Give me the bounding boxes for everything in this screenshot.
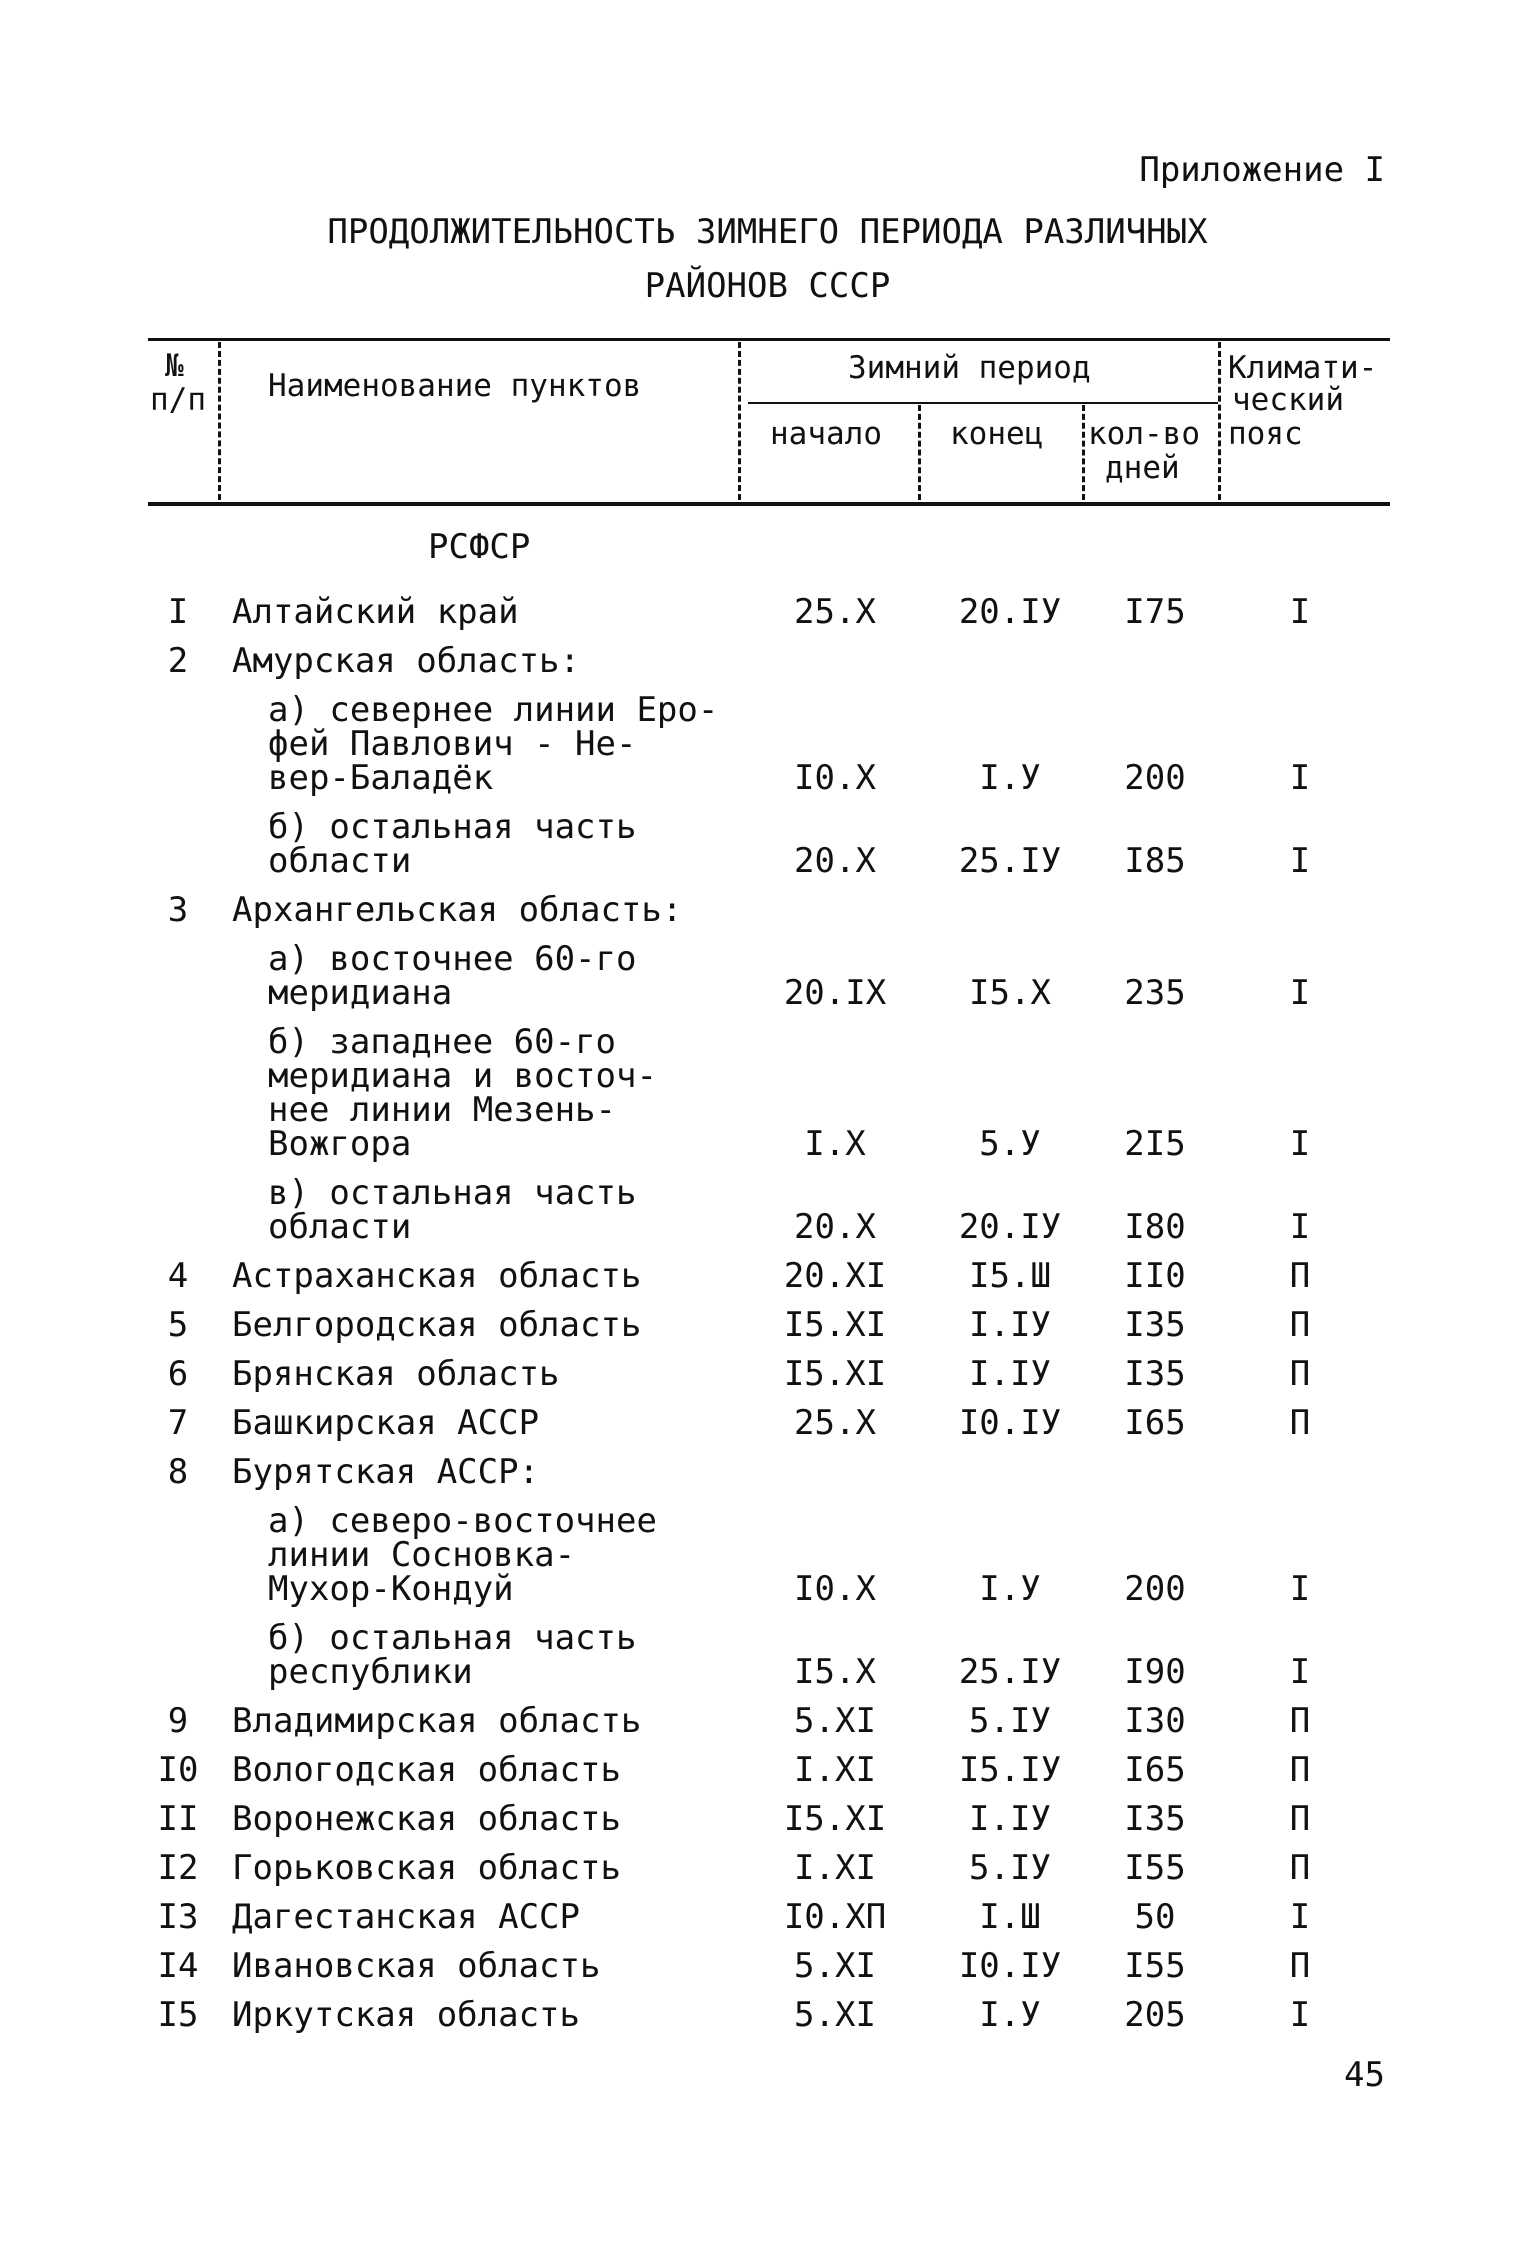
row-start-date: I.X (804, 1124, 866, 1164)
row-climate-zone: П (1289, 1946, 1311, 1986)
row-days-count: 2I5 (1124, 1124, 1186, 1164)
row-climate-zone: П (1289, 1848, 1311, 1888)
header-mid-rule (748, 402, 1218, 404)
row-number: I0 (157, 1750, 199, 1790)
row-days-count: 200 (1124, 1569, 1186, 1609)
row-end-date: 5.У (979, 1124, 1041, 1164)
row-name-line: Воронежская область (232, 1799, 621, 1839)
header-winter-period: Зимний период (848, 350, 1091, 386)
row-climate-zone: I (1289, 841, 1311, 881)
header-days-2: дней (1105, 450, 1180, 486)
row-days-count: I35 (1124, 1799, 1186, 1839)
row-climate-zone: П (1289, 1799, 1311, 1839)
row-days-count: 235 (1124, 973, 1186, 1013)
row-days-count: I80 (1124, 1207, 1186, 1247)
row-climate-zone: П (1289, 1256, 1311, 1296)
header-end: конец (950, 416, 1044, 452)
row-end-date: I5.Ш (969, 1256, 1051, 1296)
row-end-date: 5.IУ (969, 1848, 1051, 1888)
row-number: 8 (167, 1452, 189, 1492)
row-start-date: 25.X (794, 592, 876, 632)
header-bottom-rule (148, 502, 1390, 506)
row-days-count: 205 (1124, 1995, 1186, 2035)
row-end-date: I0.IУ (958, 1946, 1062, 1986)
row-start-date: 5.XI (794, 1995, 876, 2035)
row-name-line: линии Сосновка- (268, 1535, 576, 1575)
row-name-line: области (268, 1207, 412, 1247)
header-top-rule (148, 338, 1390, 341)
row-name-line: Вожгора (268, 1124, 412, 1164)
section-heading: РСФСР (428, 527, 531, 567)
row-start-date: I.XI (794, 1848, 876, 1888)
header-zone-1: Климати- (1228, 350, 1378, 386)
row-days-count: I65 (1124, 1403, 1186, 1443)
row-number: 9 (167, 1701, 189, 1741)
row-end-date: I5.X (969, 973, 1051, 1013)
header-zone-3: пояс (1228, 416, 1303, 452)
row-name-line: а) северо-восточнее (268, 1501, 657, 1541)
row-start-date: I.XI (794, 1750, 876, 1790)
row-end-date: 5.IУ (969, 1701, 1051, 1741)
appendix-label: Приложение I (1139, 150, 1385, 190)
page-title-line-1: ПРОДОЛЖИТЕЛЬНОСТЬ ЗИМНЕГО ПЕРИОДА РАЗЛИЧНЫХ (327, 212, 1208, 252)
row-name-line: в) остальная часть (268, 1173, 637, 1213)
row-days-count: I65 (1124, 1750, 1186, 1790)
row-name-line: фей Павлович - Не- (268, 724, 637, 764)
row-start-date: 20.XI (783, 1256, 887, 1296)
row-start-date: I5.XI (783, 1799, 887, 1839)
row-climate-zone: П (1289, 1305, 1311, 1345)
row-start-date: 5.XI (794, 1701, 876, 1741)
row-end-date: 25.IУ (958, 841, 1062, 881)
row-name-line: Горьковская область (232, 1848, 621, 1888)
row-climate-zone: I (1289, 758, 1311, 798)
col-divider (738, 342, 741, 500)
header-start: начало (770, 416, 882, 452)
row-name-line: республики (268, 1652, 473, 1692)
row-number: 6 (167, 1354, 189, 1394)
row-days-count: I55 (1124, 1946, 1186, 1986)
row-end-date: 20.IУ (958, 592, 1062, 632)
row-name-line: области (268, 841, 412, 881)
col-divider (1218, 342, 1221, 500)
row-name-line: б) остальная часть (268, 1618, 637, 1658)
row-days-count: I35 (1124, 1305, 1186, 1345)
col-divider (218, 342, 221, 500)
row-climate-zone: I (1289, 1995, 1311, 2035)
row-climate-zone: I (1289, 1569, 1311, 1609)
row-number: II (157, 1799, 199, 1839)
row-climate-zone: I (1289, 1207, 1311, 1247)
row-start-date: 20.IX (783, 973, 887, 1013)
row-number: I3 (157, 1897, 199, 1937)
row-start-date: 20.X (794, 841, 876, 881)
row-days-count: II0 (1124, 1256, 1186, 1296)
row-climate-zone: I (1289, 592, 1311, 632)
row-name-line: меридиана (268, 973, 453, 1013)
row-days-count: 50 (1134, 1897, 1176, 1937)
header-name: Наименование пунктов (268, 368, 642, 404)
row-days-count: I75 (1124, 592, 1186, 632)
row-start-date: 5.XI (794, 1946, 876, 1986)
col-divider (918, 405, 921, 500)
row-name-line: нее линии Мезень- (268, 1090, 616, 1130)
row-start-date: I5.XI (783, 1354, 887, 1394)
row-climate-zone: П (1289, 1354, 1311, 1394)
row-name-line: Архангельская область: (232, 890, 683, 930)
row-number: 3 (167, 890, 189, 930)
row-number: I (167, 592, 189, 632)
row-end-date: I.IУ (969, 1354, 1051, 1394)
row-name-line: Ивановская область (232, 1946, 601, 1986)
row-name-line: Алтайский край (232, 592, 519, 632)
col-divider (1082, 405, 1085, 500)
row-days-count: I90 (1124, 1652, 1186, 1692)
row-end-date: I5.IУ (958, 1750, 1062, 1790)
row-name-line: б) остальная часть (268, 807, 637, 847)
row-end-date: 20.IУ (958, 1207, 1062, 1247)
row-number: I4 (157, 1946, 199, 1986)
row-name-line: Дагестанская АССР (232, 1897, 580, 1937)
row-start-date: I0.XП (783, 1897, 887, 1937)
row-name-line: Белгородская область (232, 1305, 642, 1345)
row-start-date: 20.X (794, 1207, 876, 1247)
row-name-line: Вологодская область (232, 1750, 621, 1790)
row-climate-zone: I (1289, 973, 1311, 1013)
row-name-line: Бурятская АССР: (232, 1452, 540, 1492)
row-end-date: 25.IУ (958, 1652, 1062, 1692)
row-name-line: Башкирская АССР (232, 1403, 540, 1443)
row-name-line: Иркутская область (232, 1995, 580, 2035)
row-climate-zone: П (1289, 1403, 1311, 1443)
header-num-symbol: № (165, 348, 184, 384)
row-days-count: I35 (1124, 1354, 1186, 1394)
row-number: 7 (167, 1403, 189, 1443)
row-end-date: I.Ш (979, 1897, 1041, 1937)
row-name-line: меридиана и восточ- (268, 1056, 657, 1096)
row-number: I2 (157, 1848, 199, 1888)
row-start-date: I0.X (794, 758, 876, 798)
row-name-line: вер-Баладёк (268, 758, 494, 798)
row-end-date: I.У (979, 1995, 1041, 2035)
row-name-line: а) севернее линии Еро- (268, 690, 719, 730)
row-start-date: I5.X (794, 1652, 876, 1692)
row-start-date: I0.X (794, 1569, 876, 1609)
row-start-date: I5.XI (783, 1305, 887, 1345)
row-number: 5 (167, 1305, 189, 1345)
row-name-line: а) восточнее 60-го (268, 939, 637, 979)
row-number: 2 (167, 641, 189, 681)
row-number: I5 (157, 1995, 199, 2035)
row-end-date: I0.IУ (958, 1403, 1062, 1443)
header-zone-2: ческий (1232, 382, 1344, 418)
row-name-line: Амурская область: (232, 641, 580, 681)
row-end-date: I.У (979, 1569, 1041, 1609)
row-number: 4 (167, 1256, 189, 1296)
row-climate-zone: I (1289, 1652, 1311, 1692)
row-end-date: I.IУ (969, 1305, 1051, 1345)
row-climate-zone: П (1289, 1701, 1311, 1741)
row-climate-zone: П (1289, 1750, 1311, 1790)
row-days-count: I30 (1124, 1701, 1186, 1741)
row-days-count: 200 (1124, 758, 1186, 798)
row-climate-zone: I (1289, 1124, 1311, 1164)
header-days-1: кол-во (1088, 416, 1200, 452)
row-climate-zone: I (1289, 1897, 1311, 1937)
row-days-count: I55 (1124, 1848, 1186, 1888)
row-name-line: Владимирская область (232, 1701, 642, 1741)
row-end-date: I.У (979, 758, 1041, 798)
row-end-date: I.IУ (969, 1799, 1051, 1839)
row-name-line: Мухор-Кондуй (268, 1569, 514, 1609)
row-name-line: б) западнее 60-го (268, 1022, 616, 1062)
row-start-date: 25.X (794, 1403, 876, 1443)
header-num-label: п/п (150, 382, 206, 418)
row-days-count: I85 (1124, 841, 1186, 881)
page-title-line-2: РАЙОНОВ СССР (644, 266, 891, 306)
page-number: 45 (1344, 2055, 1385, 2095)
row-name-line: Брянская область (232, 1354, 560, 1394)
row-name-line: Астраханская область (232, 1256, 642, 1296)
